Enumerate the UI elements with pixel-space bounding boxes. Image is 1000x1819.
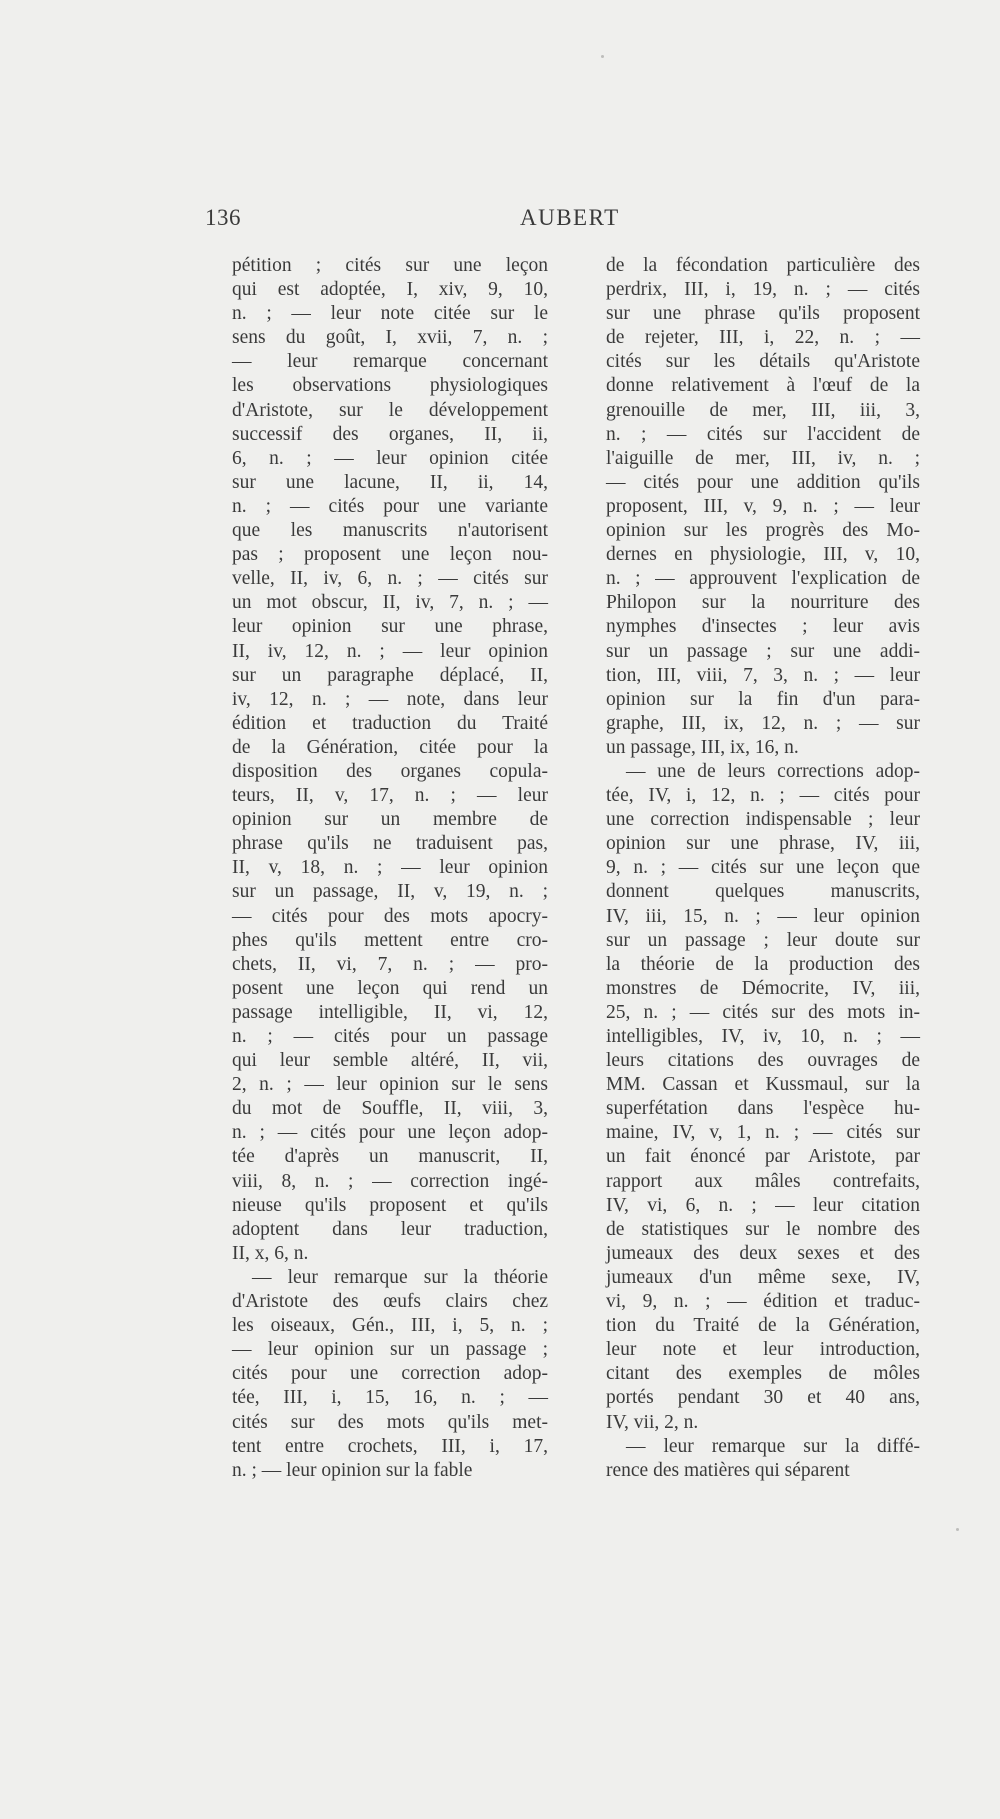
text-line: opinion sur une phrase, IV, iii, bbox=[606, 833, 920, 855]
text-line: nymphes d'insectes ; leur avis bbox=[606, 616, 920, 638]
text-line: — cités pour une addition qu'ils bbox=[606, 471, 920, 493]
text-line: un mot obscur, II, iv, 7, n. ; — bbox=[232, 592, 548, 614]
text-line: proposent, III, v, 9, n. ; — leur bbox=[606, 495, 920, 517]
text-line: monstres de Démocrite, IV, iii, bbox=[606, 977, 920, 999]
text-line: donnent quelques manuscrits, bbox=[606, 881, 920, 903]
text-line: qui leur semble altéré, II, vii, bbox=[232, 1050, 548, 1072]
text-line: cités pour une correction adop- bbox=[232, 1363, 548, 1385]
text-line: iv, 12, n. ; — note, dans leur bbox=[232, 688, 548, 710]
text-line: — leur remarque sur la diffé- bbox=[626, 1435, 920, 1457]
text-line: nieuse qu'ils proposent et qu'ils bbox=[232, 1194, 548, 1216]
text-line: n. ; — cités pour une variante bbox=[232, 495, 548, 517]
text-line: n. ; — cités sur l'accident de bbox=[606, 423, 920, 445]
text-line: teurs, II, v, 17, n. ; — leur bbox=[232, 785, 548, 807]
text-line: n. ; — approuvent l'explication de bbox=[606, 568, 920, 590]
text-line: l'aiguille de mer, III, iv, n. ; bbox=[606, 447, 920, 469]
text-line: disposition des organes copula- bbox=[232, 760, 548, 782]
text-line: II, x, 6, n. bbox=[232, 1242, 309, 1264]
text-line: sur une phrase qu'ils proposent bbox=[606, 303, 920, 325]
right-column bbox=[606, 254, 920, 1483]
text-line: opinion sur un membre de bbox=[232, 809, 548, 831]
text-line: sur un passage ; leur doute sur bbox=[606, 929, 920, 951]
text-line: cités sur les détails qu'Aristote bbox=[606, 351, 920, 373]
text-line: n. ; — cités pour un passage bbox=[232, 1026, 548, 1047]
text-line: n. ; — leur note citée sur le bbox=[232, 303, 548, 325]
text-line: qui est adoptée, I, xiv, 9, 10, bbox=[232, 279, 548, 301]
text-line: de statistiques sur le nombre des bbox=[606, 1218, 920, 1240]
text-line: superfétation dans l'espèce hu- bbox=[606, 1098, 920, 1120]
text-line: portés pendant 30 et 40 ans, bbox=[606, 1387, 920, 1409]
text-line: n. ; — cités pour une leçon adop- bbox=[232, 1122, 548, 1144]
text-line: sur une lacune, II, ii, 14, bbox=[232, 471, 548, 493]
left-column bbox=[232, 254, 548, 1483]
text-line: sur un passage ; sur une addi- bbox=[606, 640, 920, 662]
running-title: AUBERT bbox=[520, 205, 620, 230]
text-line: sur un paragraphe déplacé, II, bbox=[232, 664, 548, 686]
text-line: les observations physiologiques bbox=[232, 375, 548, 397]
text-line: perdrix, III, i, 19, n. ; — cités bbox=[606, 279, 920, 301]
text-line: 6, n. ; — leur opinion citée bbox=[232, 447, 548, 469]
text-line: maine, IV, v, 1, n. ; — cités sur bbox=[606, 1122, 920, 1144]
text-line: intelligibles, IV, iv, 10, n. ; — bbox=[606, 1026, 920, 1047]
text-line: du mot de Souffle, II, viii, 3, bbox=[232, 1098, 548, 1120]
text-line: passage intelligible, II, vi, 12, bbox=[232, 1001, 548, 1023]
text-line: jumeaux d'un même sexe, IV, bbox=[606, 1266, 920, 1288]
paper-speck bbox=[601, 55, 604, 58]
text-line: — cités pour des mots apocry- bbox=[232, 905, 548, 927]
text-line: citant des exemples de môles bbox=[606, 1363, 920, 1385]
text-line: — leur remarque sur la théorie bbox=[252, 1266, 548, 1288]
paper-speck bbox=[956, 1528, 959, 1531]
text-line: — leur remarque concernant bbox=[232, 351, 548, 373]
text-line: de la Génération, citée pour la bbox=[232, 736, 548, 758]
text-line: la théorie de la production des bbox=[606, 953, 920, 975]
text-line: une correction indispensable ; leur bbox=[606, 809, 920, 831]
text-line: n. ; — leur opinion sur la fable bbox=[232, 1459, 473, 1481]
text-line: d'Aristote des œufs clairs chez bbox=[232, 1291, 548, 1313]
text-line: II, v, 18, n. ; — leur opinion bbox=[232, 857, 548, 879]
page-number: 136 bbox=[205, 205, 241, 230]
text-line: un fait énoncé par Aristote, par bbox=[606, 1146, 920, 1168]
text-line: leurs citations des ouvrages de bbox=[606, 1050, 920, 1072]
text-line: — une de leurs corrections adop- bbox=[626, 760, 920, 782]
text-line: 25, n. ; — cités sur des mots in- bbox=[606, 1001, 920, 1023]
text-line: rence des matières qui séparent bbox=[606, 1459, 850, 1481]
text-line: que les manuscrits n'autorisent bbox=[232, 520, 548, 542]
running-head bbox=[205, 205, 620, 237]
text-line: — leur opinion sur un passage ; bbox=[232, 1339, 548, 1361]
text-line: MM. Cassan et Kussmaul, sur la bbox=[606, 1074, 920, 1096]
text-line: leur opinion sur une phrase, bbox=[232, 616, 548, 638]
text-line: tent entre crochets, III, i, 17, bbox=[232, 1435, 548, 1457]
text-line: chets, II, vi, 7, n. ; — pro- bbox=[232, 953, 548, 975]
text-line: velle, II, iv, 6, n. ; — cités sur bbox=[232, 568, 548, 590]
text-line: sur un passage, II, v, 19, n. ; bbox=[232, 881, 548, 903]
text-line: tion du Traité de la Génération, bbox=[606, 1315, 920, 1337]
text-line: jumeaux des deux sexes et des bbox=[606, 1242, 920, 1264]
text-line: opinion sur la fin d'un para- bbox=[606, 688, 920, 710]
text-line: phrase qu'ils ne traduisent pas, bbox=[232, 833, 548, 855]
text-line: II, iv, 12, n. ; — leur opinion bbox=[232, 640, 548, 662]
text-line: opinion sur les progrès des Mo- bbox=[606, 520, 920, 542]
text-line: de rejeter, III, i, 22, n. ; — bbox=[606, 327, 920, 349]
text-line: Philopon sur la nourriture des bbox=[606, 592, 920, 614]
text-line: sens du goût, I, xvii, 7, n. ; bbox=[232, 327, 548, 349]
text-line: graphe, III, ix, 12, n. ; — sur bbox=[606, 712, 920, 734]
text-line: 9, n. ; — cités sur une leçon que bbox=[606, 857, 920, 879]
text-line: vi, 9, n. ; — édition et traduc- bbox=[606, 1291, 920, 1313]
text-line: édition et traduction du Traité bbox=[232, 712, 548, 734]
text-line: un passage, III, ix, 16, n. bbox=[606, 736, 799, 758]
text-line: tée, III, i, 15, 16, n. ; — bbox=[232, 1387, 548, 1409]
text-line: tée, IV, i, 12, n. ; — cités pour bbox=[606, 785, 920, 807]
text-line: phes qu'ils mettent entre cro- bbox=[232, 929, 548, 951]
text-line: de la fécondation particulière des bbox=[606, 255, 920, 276]
text-line: cités sur des mots qu'ils met- bbox=[232, 1411, 548, 1433]
text-line: viii, 8, n. ; — correction ingé- bbox=[232, 1170, 548, 1192]
text-line: successif des organes, II, ii, bbox=[232, 423, 548, 445]
text-line: donne relativement à l'œuf de la bbox=[606, 375, 920, 397]
text-line: adoptent dans leur traduction, bbox=[232, 1218, 548, 1240]
text-line: 2, n. ; — leur opinion sur le sens bbox=[232, 1074, 548, 1096]
text-line: pétition ; cités sur une leçon bbox=[232, 255, 548, 276]
text-line: d'Aristote, sur le développement bbox=[232, 399, 548, 421]
text-line: IV, vii, 2, n. bbox=[606, 1411, 699, 1433]
text-line: tion, III, viii, 7, 3, n. ; — leur bbox=[606, 664, 920, 686]
text-line: dernes en physiologie, III, v, 10, bbox=[606, 544, 920, 566]
text-line: IV, vi, 6, n. ; — leur citation bbox=[606, 1194, 920, 1216]
text-line: rapport aux mâles contrefaits, bbox=[606, 1170, 920, 1192]
text-line: pas ; proposent une leçon nou- bbox=[232, 544, 548, 566]
text-line: tée d'après un manuscrit, II, bbox=[232, 1146, 548, 1168]
text-line: posent une leçon qui rend un bbox=[232, 977, 548, 999]
text-line: IV, iii, 15, n. ; — leur opinion bbox=[606, 905, 920, 927]
text-line: grenouille de mer, III, iii, 3, bbox=[606, 399, 920, 421]
text-line: leur note et leur introduction, bbox=[606, 1339, 920, 1361]
text-line: les oiseaux, Gén., III, i, 5, n. ; bbox=[232, 1315, 548, 1337]
